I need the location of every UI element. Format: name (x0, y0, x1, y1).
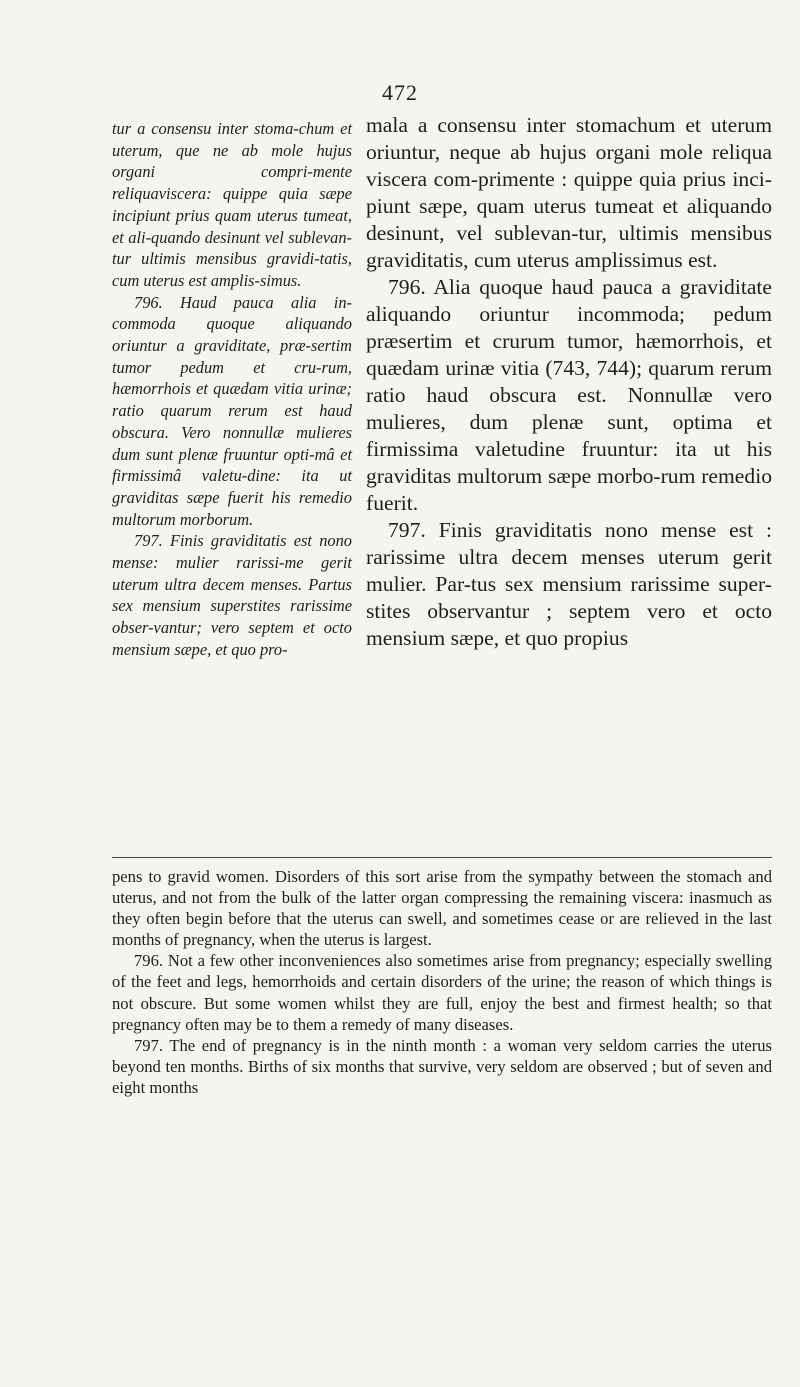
latin-main-paragraph: mala a consensu inter stomachum et uterum oriuntur, neque ab hujus organi mole reliqua viscera com-primente : quippe quia prius inci-piunt sæpe, quam uterus tumeat et aliquando desinunt, vel sublevan-tur, ultimis mensibus graviditatis, cum uterus amplissimus est. (366, 113, 772, 272)
translation-paragraph: 797. The end of pregnancy is in the ninth month : a woman very seldom carries the uterus beyond ten months. Births of six months that survive, very seldom are observed ; but of seven and eight months (112, 1035, 772, 1097)
latin-note-paragraph: 797. Finis graviditatis est nono mense: mulier rarissi-me gerit uterum ultra decem menses. Partus sex mensium superstites rarissime obser-vantur; vero septem et octo mensium sæpe, et quo pro- (112, 531, 352, 659)
english-translation (112, 866, 772, 1098)
latin-main-paragraph: 796. Alia quoque haud pauca a graviditate aliquando oriuntur incommoda; pedum præsertim et crurum tumor, hæmorrhois, et quædam urinæ vitia (743, 744); quarum rerum ratio haud obscura est. Nonnullæ vero mulieres, dum plenæ sunt, optima et firmissima valetudine fruuntur: ita ut his graviditas multorum sæpe morbo-rum remedio fuerit. (366, 275, 772, 515)
translation-paragraph: pens to gravid women. Disorders of this sort arise from the sympathy between the stomach and uterus, and not from the bulk of the latter organ compressing the remaining viscera: inasmuch as they often begin before that the uterus can swell, and sometimes cease or are relieved in the last months of pregnancy, when the uterus is largest. (112, 867, 772, 950)
latin-note-paragraph: 796. Haud pauca alia in-commoda quoque aliquando oriuntur a graviditate, præ-sertim tumor pedum et cru-rum, hæmorrhois et quædam vitia urinæ; ratio quarum rerum est haud obscura. Vero nonnullæ mulieres dum sunt plenæ fruuntur opti-mâ et firmissimâ valetu-dine: ita ut graviditas sæpe fuerit his remedio multorum morborum. (112, 292, 352, 529)
translation-paragraph: 796. Not a few other inconveniences also sometimes arise from pregnancy; especially swelling of the feet and legs, hemorrhoids and certain disorders of the urine; the reason of which things is not obscure. But some women whilst they are full, enjoy the best and firmest health; so that pregnancy often may be to them a remedy of many diseases. (112, 951, 772, 1034)
page-number: 472 (382, 80, 418, 105)
section-divider (112, 857, 772, 858)
latin-main-paragraph: 797. Finis graviditatis nono mense est : rarissime ultra decem menses uterum gerit mulier. Par-tus sex mensium rarissime super-stites observantur ; septem vero et octo mensium sæpe, et quo propius (366, 518, 772, 650)
latin-notes-column (112, 118, 352, 661)
latin-note-paragraph: tur a consensu inter stoma-chum et uterum, que ne ab mole hujus organi compri-mente reliquaviscera: quippe quia sæpe incipiunt prius quam uterus tumeat, et ali-quando desinunt vel sublevan-tur ultimis mensibus gravidi-tatis, cum uterus est amplis-simus. (112, 119, 352, 290)
latin-main-column (366, 112, 772, 652)
